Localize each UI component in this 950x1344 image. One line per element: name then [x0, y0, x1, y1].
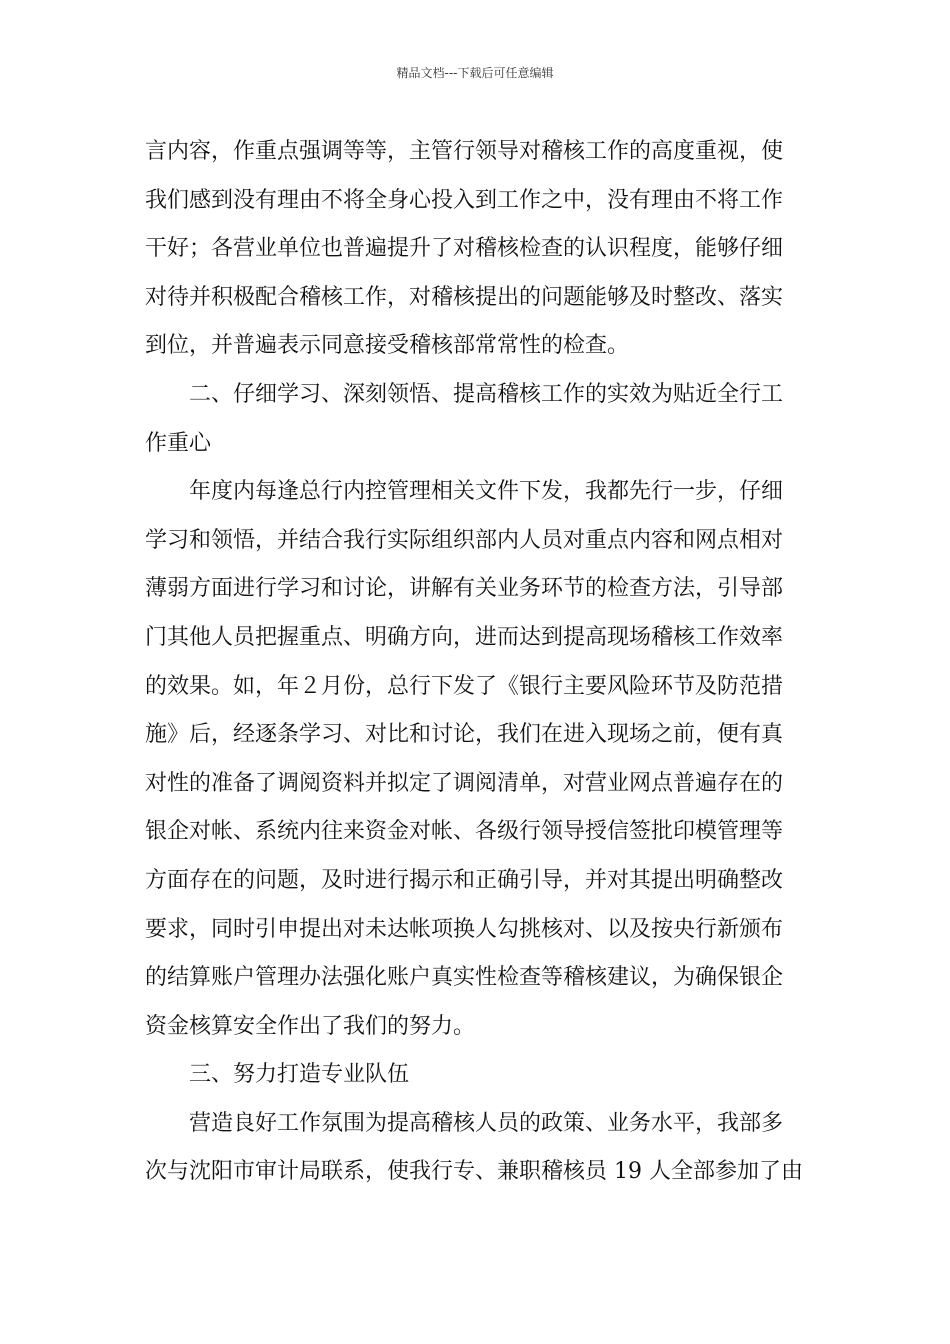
- text-line: 银企对帐、系统内往来资金对帐、各级行领导授信签批印模管理等: [145, 819, 784, 845]
- document-body: [145, 128, 810, 1197]
- text-line: 学习和领悟，并结合我行实际组织部内人员对重点内容和网点相对: [145, 527, 784, 553]
- text-line: 到位，并普遍表示同意接受稽核部常常性的检查。: [145, 333, 630, 359]
- text-line: 对性的准备了调阅资料并拟定了调阅清单，对营业网点普遍存在的: [145, 770, 784, 796]
- text-line: 干好；各营业单位也普遍提升了对稽核检查的认识程度，能够仔细: [145, 236, 784, 262]
- text-line: 言内容，作重点强调等等，主管行领导对稽核工作的高度重视，使: [145, 139, 784, 164]
- section-heading: 三、努力打造专业队伍: [189, 1062, 410, 1088]
- text-line: 年度内每逢总行内控管理相关文件下发，我都先行一步，仔细: [189, 479, 784, 505]
- text-line: 我们感到没有理由不将全身心投入到工作之中，没有理由不将工作: [145, 187, 784, 213]
- text-line: 施》后，经逐条学习、对比和讨论，我们在进入现场之前，便有真: [145, 722, 784, 748]
- text-line: 的效果。如，年２月份，总行下发了《银行主要风险环节及防范措: [145, 673, 784, 699]
- text-line: 门其他人员把握重点、明确方向，进而达到提高现场稽核工作效率: [145, 624, 784, 650]
- text-line: 的结算账户管理办法强化账户真实性检查等稽核建议，为确保银企: [145, 965, 784, 991]
- page-header: 精品文档---下载后可任意编辑: [396, 66, 554, 80]
- text-line: 次与沈阳市审计局联系，使我行专、兼职稽核员 19 人全部参加了由: [145, 1159, 803, 1185]
- text-line: 资金核算安全作出了我们的努力。: [145, 1013, 476, 1039]
- text-line: 营造良好工作氛围为提高稽核人员的政策、业务水平，我部多: [189, 1110, 784, 1136]
- section-heading-continued: 作重心: [145, 430, 212, 456]
- text-line: 对待并积极配合稽核工作，对稽核提出的问题能够及时整改、落实: [145, 284, 784, 310]
- section-heading: 二、仔细学习、深刻领悟、提高稽核工作的实效为贴近全行工: [189, 381, 784, 407]
- text-line: 要求，同时引申提出对未达帐项换人勾挑核对、以及按央行新颁布: [145, 916, 784, 942]
- text-line: 方面存在的问题，及时进行揭示和正确引导，并对其提出明确整改: [145, 867, 784, 893]
- text-line: 薄弱方面进行学习和讨论，讲解有关业务环节的检查方法，引导部: [145, 576, 784, 602]
